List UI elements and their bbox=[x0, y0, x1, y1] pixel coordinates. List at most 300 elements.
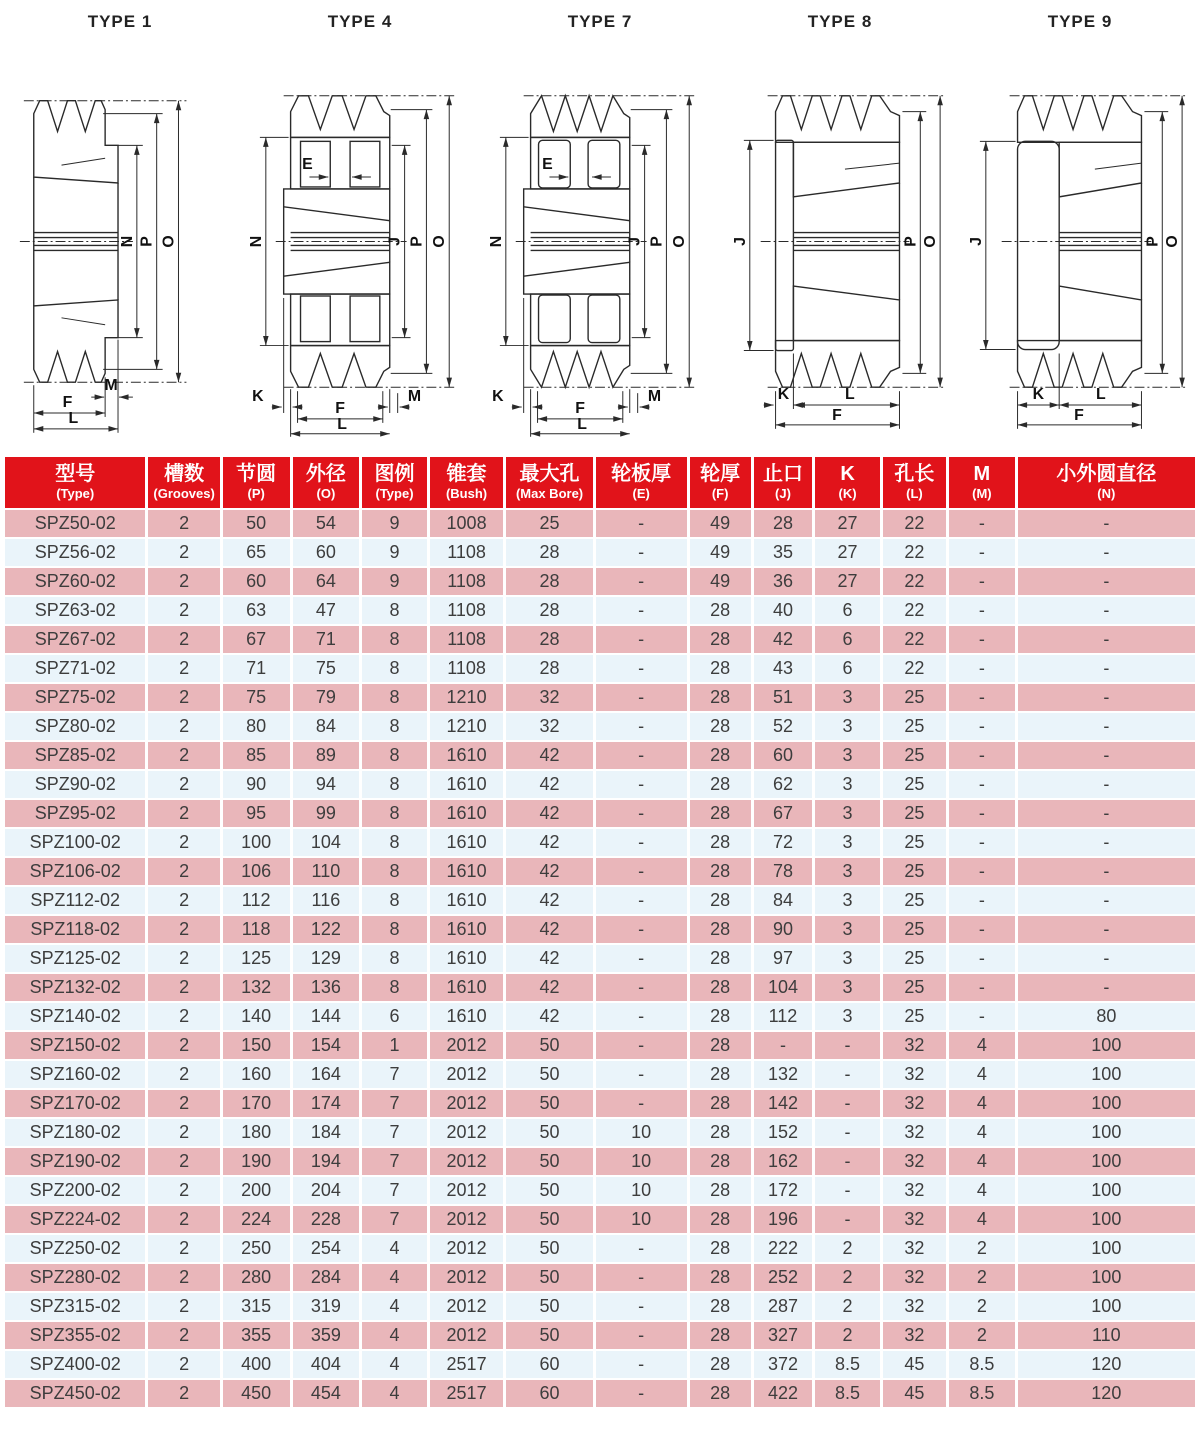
dim-label-k: K bbox=[252, 388, 264, 406]
cell: 32 bbox=[506, 684, 592, 711]
cell: 2 bbox=[949, 1322, 1015, 1349]
cell: - bbox=[1018, 684, 1195, 711]
column-header: 型号 (Type) bbox=[5, 457, 145, 508]
table-row bbox=[5, 771, 1195, 798]
cell: 136 bbox=[293, 974, 360, 1001]
dim-label-o: O bbox=[922, 235, 940, 248]
cell: - bbox=[949, 974, 1015, 1001]
diagram-title: TYPE 8 bbox=[807, 12, 873, 31]
cell: - bbox=[596, 771, 687, 798]
cell: 315 bbox=[223, 1293, 290, 1320]
cell: 1610 bbox=[430, 974, 504, 1001]
cell: 2012 bbox=[430, 1322, 504, 1349]
cell: 28 bbox=[690, 1380, 751, 1407]
cell: 27 bbox=[815, 510, 879, 537]
cell: 200 bbox=[223, 1177, 290, 1204]
cell: 222 bbox=[754, 1235, 813, 1262]
cell: 25 bbox=[883, 742, 946, 769]
dim-label-l: L bbox=[68, 409, 79, 427]
cell: 9 bbox=[362, 539, 426, 566]
cell: 140 bbox=[223, 1003, 290, 1030]
table-row bbox=[5, 626, 1195, 653]
cell: - bbox=[1018, 916, 1195, 943]
cell: - bbox=[596, 510, 687, 537]
cell: 36 bbox=[754, 568, 813, 595]
cell: - bbox=[949, 568, 1015, 595]
cell: 50 bbox=[506, 1148, 592, 1175]
cell: 42 bbox=[506, 771, 592, 798]
cell: 22 bbox=[883, 568, 946, 595]
cell: - bbox=[596, 1293, 687, 1320]
cell: 132 bbox=[223, 974, 290, 1001]
cell: 78 bbox=[754, 858, 813, 885]
cell: 100 bbox=[1018, 1090, 1195, 1117]
cell: SPZ150-02 bbox=[5, 1032, 145, 1059]
cell: 60 bbox=[293, 539, 360, 566]
cell: 172 bbox=[754, 1177, 813, 1204]
cell: - bbox=[596, 655, 687, 682]
cell: SPZ106-02 bbox=[5, 858, 145, 885]
cell: 1610 bbox=[430, 829, 504, 856]
cell: 204 bbox=[293, 1177, 360, 1204]
cell: - bbox=[596, 1235, 687, 1262]
cell: 106 bbox=[223, 858, 290, 885]
cell: 22 bbox=[883, 597, 946, 624]
cell: 2 bbox=[815, 1293, 879, 1320]
cell: - bbox=[1018, 539, 1195, 566]
cell: 28 bbox=[690, 1061, 751, 1088]
cell: 170 bbox=[223, 1090, 290, 1117]
cell: 22 bbox=[883, 626, 946, 653]
table-body bbox=[5, 510, 1195, 1407]
table-row bbox=[5, 945, 1195, 972]
cell: 32 bbox=[883, 1032, 946, 1059]
dim-label-f: F bbox=[575, 399, 586, 417]
cell: - bbox=[949, 829, 1015, 856]
cell: 150 bbox=[223, 1032, 290, 1059]
cell: 8 bbox=[362, 626, 426, 653]
cell: 4 bbox=[362, 1351, 426, 1378]
column-header: 节圆 (P) bbox=[223, 457, 290, 508]
cell: 160 bbox=[223, 1061, 290, 1088]
cell: 100 bbox=[1018, 1148, 1195, 1175]
cell: - bbox=[815, 1119, 879, 1146]
cell: - bbox=[1018, 742, 1195, 769]
cell: 45 bbox=[883, 1380, 946, 1407]
cell: 8 bbox=[362, 858, 426, 885]
column-header: K (K) bbox=[815, 457, 879, 508]
cell: 112 bbox=[223, 887, 290, 914]
cell: 28 bbox=[506, 626, 592, 653]
cell: 2012 bbox=[430, 1264, 504, 1291]
cell: 42 bbox=[506, 829, 592, 856]
cell: 42 bbox=[754, 626, 813, 653]
column-header: 图例 (Type) bbox=[362, 457, 426, 508]
diagram-title: TYPE 4 bbox=[327, 12, 393, 31]
cell: 28 bbox=[506, 597, 592, 624]
cell: 3 bbox=[815, 771, 879, 798]
cell: 35 bbox=[754, 539, 813, 566]
cell: - bbox=[815, 1206, 879, 1233]
cell: 7 bbox=[362, 1177, 426, 1204]
cell: SPZ140-02 bbox=[5, 1003, 145, 1030]
cell: 2 bbox=[148, 916, 219, 943]
cell: 1610 bbox=[430, 945, 504, 972]
cell: 4 bbox=[362, 1235, 426, 1262]
cell: 144 bbox=[293, 1003, 360, 1030]
cell: 60 bbox=[223, 568, 290, 595]
column-header: 槽数 (Grooves) bbox=[148, 457, 219, 508]
cell: - bbox=[596, 1061, 687, 1088]
table-row bbox=[5, 974, 1195, 1001]
cell: 6 bbox=[815, 626, 879, 653]
cell: 4 bbox=[949, 1090, 1015, 1117]
cell: 224 bbox=[223, 1206, 290, 1233]
cell: - bbox=[949, 945, 1015, 972]
cell: 2 bbox=[148, 800, 219, 827]
cell: 50 bbox=[506, 1061, 592, 1088]
cell: 196 bbox=[754, 1206, 813, 1233]
cell: 2 bbox=[148, 568, 219, 595]
dim-label-p: P bbox=[138, 236, 156, 247]
cell: - bbox=[596, 1090, 687, 1117]
cell: 1610 bbox=[430, 1003, 504, 1030]
cell: 2012 bbox=[430, 1235, 504, 1262]
dim-label-e: E bbox=[542, 156, 553, 174]
cell: 152 bbox=[754, 1119, 813, 1146]
cell: - bbox=[949, 655, 1015, 682]
cell: SPZ280-02 bbox=[5, 1264, 145, 1291]
dim-label-p: P bbox=[408, 236, 426, 247]
cell: 2 bbox=[148, 1061, 219, 1088]
cell: 25 bbox=[506, 510, 592, 537]
table-row bbox=[5, 1322, 1195, 1349]
diagram-type-8 bbox=[720, 10, 960, 452]
column-header: 轮板厚 (E) bbox=[596, 457, 687, 508]
cell: 75 bbox=[293, 655, 360, 682]
cell: - bbox=[596, 626, 687, 653]
cell: 28 bbox=[690, 1003, 751, 1030]
cell: 80 bbox=[1018, 1003, 1195, 1030]
cell: 8.5 bbox=[815, 1351, 879, 1378]
cell: SPZ250-02 bbox=[5, 1235, 145, 1262]
dim-label-j: J bbox=[967, 237, 985, 246]
cell: 2517 bbox=[430, 1351, 504, 1378]
cell: 4 bbox=[362, 1264, 426, 1291]
cell: 8 bbox=[362, 945, 426, 972]
table-row bbox=[5, 800, 1195, 827]
cell: - bbox=[596, 916, 687, 943]
cell: - bbox=[815, 1090, 879, 1117]
cell: - bbox=[815, 1032, 879, 1059]
column-header: 止口 (J) bbox=[754, 457, 813, 508]
cell: 28 bbox=[754, 510, 813, 537]
dim-label-f: F bbox=[832, 406, 842, 424]
cell: 32 bbox=[883, 1061, 946, 1088]
cell: 28 bbox=[690, 1177, 751, 1204]
cell: 1610 bbox=[430, 771, 504, 798]
cell: 2 bbox=[148, 829, 219, 856]
dim-label-f: F bbox=[335, 399, 346, 417]
cell: 3 bbox=[815, 945, 879, 972]
cell: 154 bbox=[293, 1032, 360, 1059]
dim-label-l: L bbox=[337, 415, 348, 433]
cell: 2 bbox=[949, 1235, 1015, 1262]
cell: 8 bbox=[362, 974, 426, 1001]
cell: 32 bbox=[883, 1264, 946, 1291]
cell: 28 bbox=[690, 1148, 751, 1175]
cell: 125 bbox=[223, 945, 290, 972]
cell: 2 bbox=[815, 1322, 879, 1349]
cell: SPZ180-02 bbox=[5, 1119, 145, 1146]
cell: 28 bbox=[690, 1293, 751, 1320]
cell: 28 bbox=[690, 858, 751, 885]
cell: SPZ118-02 bbox=[5, 916, 145, 943]
cell: 7 bbox=[362, 1206, 426, 1233]
column-header: 小外圆直径 (N) bbox=[1018, 457, 1195, 508]
cell: 2012 bbox=[430, 1206, 504, 1233]
cell: 94 bbox=[293, 771, 360, 798]
cell: 228 bbox=[293, 1206, 360, 1233]
cell: - bbox=[596, 829, 687, 856]
cell: 7 bbox=[362, 1090, 426, 1117]
table-row bbox=[5, 1380, 1195, 1407]
cell: - bbox=[596, 742, 687, 769]
cell: 120 bbox=[1018, 1351, 1195, 1378]
cell: - bbox=[1018, 510, 1195, 537]
cell: - bbox=[949, 771, 1015, 798]
cell: 104 bbox=[754, 974, 813, 1001]
cell: 1210 bbox=[430, 713, 504, 740]
dim-label-e: E bbox=[302, 156, 313, 174]
cell: SPZ400-02 bbox=[5, 1351, 145, 1378]
dim-label-o: O bbox=[1164, 235, 1182, 248]
cell: - bbox=[949, 916, 1015, 943]
cell: 89 bbox=[293, 742, 360, 769]
cell: 60 bbox=[506, 1351, 592, 1378]
cell: 454 bbox=[293, 1380, 360, 1407]
cell: 50 bbox=[506, 1177, 592, 1204]
dim-label-f: F bbox=[1074, 406, 1084, 424]
cell: 2 bbox=[148, 1003, 219, 1030]
dim-label-o: O bbox=[431, 235, 449, 248]
cell: 50 bbox=[506, 1090, 592, 1117]
cell: 60 bbox=[506, 1380, 592, 1407]
cell: 32 bbox=[883, 1235, 946, 1262]
cell: 4 bbox=[949, 1119, 1015, 1146]
cell: 65 bbox=[223, 539, 290, 566]
cell: 49 bbox=[690, 539, 751, 566]
cell: 10 bbox=[596, 1177, 687, 1204]
cell: 3 bbox=[815, 1003, 879, 1030]
diagram-title: TYPE 9 bbox=[1047, 12, 1113, 31]
cell: - bbox=[596, 858, 687, 885]
cell: 50 bbox=[506, 1322, 592, 1349]
cell: 100 bbox=[1018, 1032, 1195, 1059]
cell: 2 bbox=[148, 655, 219, 682]
dim-label-k: K bbox=[777, 386, 790, 404]
cell: 6 bbox=[815, 655, 879, 682]
cell: 2 bbox=[148, 1235, 219, 1262]
cell: - bbox=[949, 626, 1015, 653]
cell: 3 bbox=[815, 713, 879, 740]
cell: 3 bbox=[815, 742, 879, 769]
cell: 3 bbox=[815, 684, 879, 711]
cell: - bbox=[949, 800, 1015, 827]
cell: - bbox=[596, 1322, 687, 1349]
table-row bbox=[5, 1148, 1195, 1175]
cell: 1108 bbox=[430, 626, 504, 653]
cell: - bbox=[949, 539, 1015, 566]
cell: SPZ112-02 bbox=[5, 887, 145, 914]
cell: - bbox=[949, 858, 1015, 885]
dim-label-j: J bbox=[386, 237, 404, 246]
cell: 4 bbox=[949, 1032, 1015, 1059]
cell: 45 bbox=[883, 1351, 946, 1378]
cell: 2 bbox=[148, 887, 219, 914]
cell: 2 bbox=[148, 1177, 219, 1204]
cell: - bbox=[815, 1148, 879, 1175]
dim-label-m: M bbox=[407, 388, 422, 406]
cell: SPZ450-02 bbox=[5, 1380, 145, 1407]
cell: 62 bbox=[754, 771, 813, 798]
cell: - bbox=[1018, 597, 1195, 624]
cell: 54 bbox=[293, 510, 360, 537]
cell: - bbox=[1018, 887, 1195, 914]
cell: 51 bbox=[754, 684, 813, 711]
cell: - bbox=[949, 742, 1015, 769]
cell: 9 bbox=[362, 510, 426, 537]
cell: 284 bbox=[293, 1264, 360, 1291]
cell: - bbox=[1018, 858, 1195, 885]
cell: 110 bbox=[293, 858, 360, 885]
cell: 2 bbox=[148, 1090, 219, 1117]
cell: 100 bbox=[1018, 1206, 1195, 1233]
dim-label-o: O bbox=[671, 235, 689, 248]
cell: 319 bbox=[293, 1293, 360, 1320]
cell: 8 bbox=[362, 829, 426, 856]
table-row bbox=[5, 916, 1195, 943]
cell: 22 bbox=[883, 510, 946, 537]
cell: 372 bbox=[754, 1351, 813, 1378]
cell: 42 bbox=[506, 1003, 592, 1030]
cell: 71 bbox=[293, 626, 360, 653]
cell: 79 bbox=[293, 684, 360, 711]
cell: - bbox=[1018, 945, 1195, 972]
cell: 3 bbox=[815, 858, 879, 885]
pulley-drawing-type-7 bbox=[486, 38, 714, 440]
cell: 25 bbox=[883, 858, 946, 885]
cell: 4 bbox=[949, 1061, 1015, 1088]
dim-label-j: J bbox=[626, 237, 644, 246]
cell: - bbox=[596, 597, 687, 624]
cell: 4 bbox=[362, 1293, 426, 1320]
cell: 2 bbox=[148, 1380, 219, 1407]
cell: 22 bbox=[883, 655, 946, 682]
cell: 60 bbox=[754, 742, 813, 769]
cell: 2 bbox=[148, 945, 219, 972]
cell: - bbox=[596, 945, 687, 972]
cell: 8 bbox=[362, 742, 426, 769]
cell: 28 bbox=[690, 771, 751, 798]
cell: 49 bbox=[690, 568, 751, 595]
cell: 67 bbox=[754, 800, 813, 827]
cell: SPZ60-02 bbox=[5, 568, 145, 595]
cell: SPZ85-02 bbox=[5, 742, 145, 769]
cell: 1108 bbox=[430, 655, 504, 682]
cell: 28 bbox=[506, 568, 592, 595]
cell: 42 bbox=[506, 887, 592, 914]
cell: 2 bbox=[148, 771, 219, 798]
cell: 50 bbox=[506, 1206, 592, 1233]
cell: 122 bbox=[293, 916, 360, 943]
cell: 4 bbox=[949, 1177, 1015, 1204]
cell: SPZ50-02 bbox=[5, 510, 145, 537]
cell: 8 bbox=[362, 771, 426, 798]
table-row bbox=[5, 829, 1195, 856]
cell: - bbox=[596, 974, 687, 1001]
cell: 8.5 bbox=[815, 1380, 879, 1407]
cell: SPZ71-02 bbox=[5, 655, 145, 682]
pulley-drawing-type-8 bbox=[726, 38, 954, 440]
dim-label-m: M bbox=[647, 388, 662, 406]
cell: 40 bbox=[754, 597, 813, 624]
column-header: 最大孔 (Max Bore) bbox=[506, 457, 592, 508]
cell: 28 bbox=[690, 597, 751, 624]
cell: - bbox=[1018, 626, 1195, 653]
cell: 10 bbox=[596, 1206, 687, 1233]
cell: 100 bbox=[1018, 1061, 1195, 1088]
dim-label-o: O bbox=[160, 235, 178, 248]
table-row bbox=[5, 1177, 1195, 1204]
cell: 287 bbox=[754, 1293, 813, 1320]
cell: SPZ170-02 bbox=[5, 1090, 145, 1117]
cell: 6 bbox=[815, 597, 879, 624]
cell: 1 bbox=[362, 1032, 426, 1059]
cell: 450 bbox=[223, 1380, 290, 1407]
cell: 100 bbox=[1018, 1235, 1195, 1262]
cell: 32 bbox=[883, 1090, 946, 1117]
dim-label-n: N bbox=[118, 235, 136, 248]
cell: 355 bbox=[223, 1322, 290, 1349]
cell: 2 bbox=[148, 1264, 219, 1291]
cell: - bbox=[1018, 713, 1195, 740]
cell: - bbox=[596, 1264, 687, 1291]
cell: SPZ63-02 bbox=[5, 597, 145, 624]
cell: 8 bbox=[362, 800, 426, 827]
cell: 2 bbox=[148, 1148, 219, 1175]
cell: 2 bbox=[148, 539, 219, 566]
column-header: 孔长 (L) bbox=[883, 457, 946, 508]
column-header: M (M) bbox=[949, 457, 1015, 508]
cell: 164 bbox=[293, 1061, 360, 1088]
cell: 6 bbox=[362, 1003, 426, 1030]
cell: 112 bbox=[754, 1003, 813, 1030]
cell: SPZ224-02 bbox=[5, 1206, 145, 1233]
cell: 25 bbox=[883, 916, 946, 943]
cell: 4 bbox=[362, 1380, 426, 1407]
cell: 120 bbox=[1018, 1380, 1195, 1407]
dim-label-n: N bbox=[247, 235, 265, 248]
pulley-drawing-type-1 bbox=[6, 38, 234, 440]
table-row bbox=[5, 858, 1195, 885]
cell: 8.5 bbox=[949, 1351, 1015, 1378]
cell: 3 bbox=[815, 974, 879, 1001]
spec-table bbox=[2, 455, 1198, 1409]
cell: 184 bbox=[293, 1119, 360, 1146]
header-row bbox=[5, 457, 1195, 508]
cell: 132 bbox=[754, 1061, 813, 1088]
